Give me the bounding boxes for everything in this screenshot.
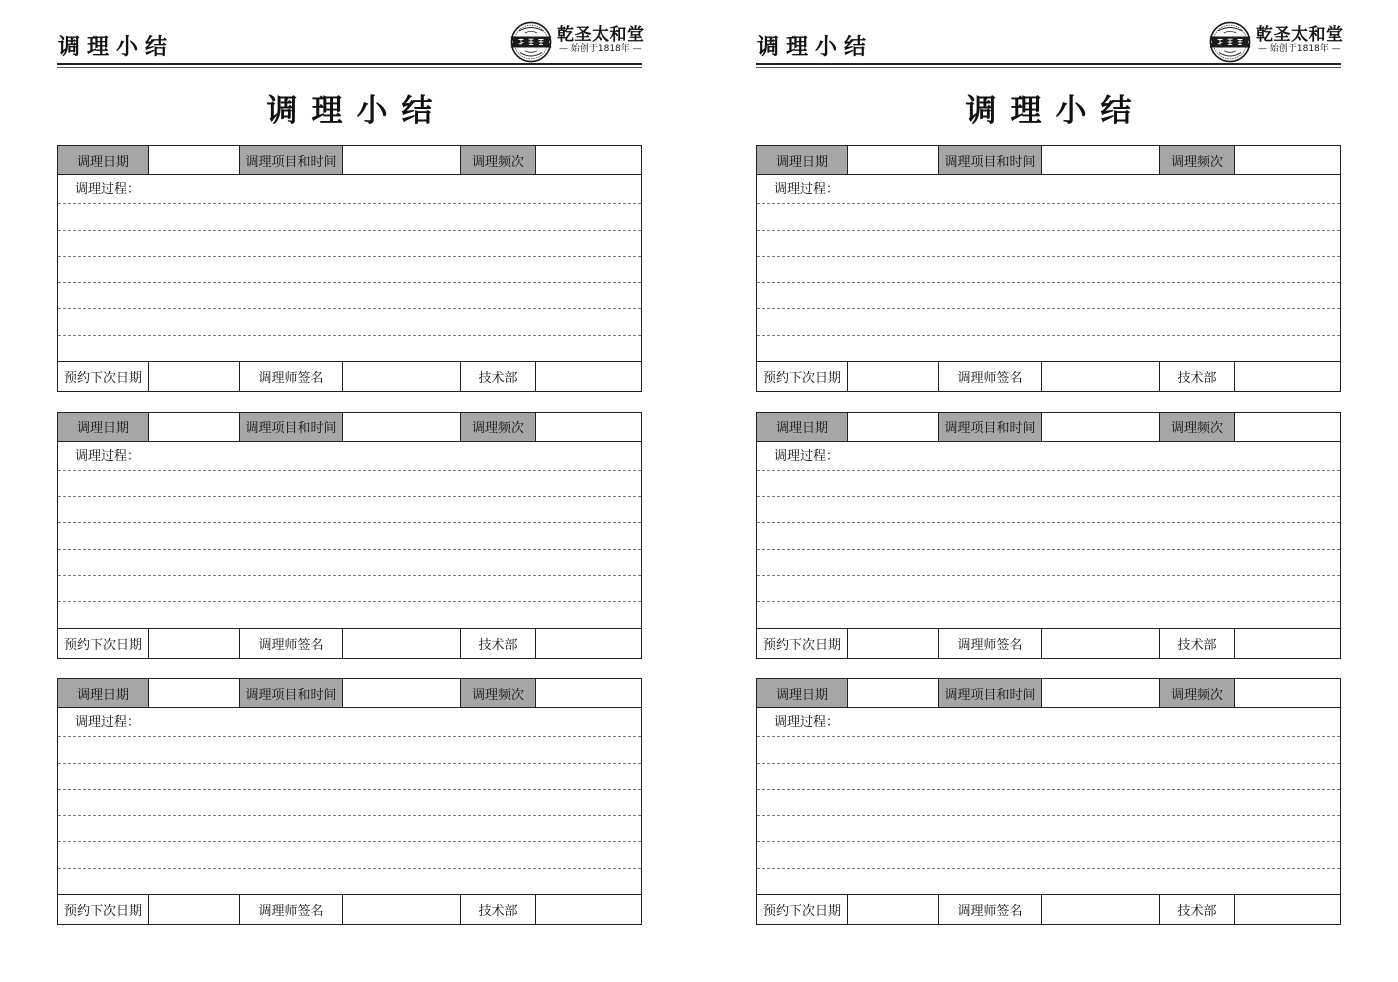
page-title: 调理小结: [965, 93, 1146, 129]
form-header-row: [58, 413, 641, 442]
process-line: [58, 737, 641, 763]
treatment-item-time-field[interactable]: [343, 146, 461, 174]
next-appointment-date-label: 预约下次日期: [757, 629, 848, 658]
treatment-frequency-label: 调理频次: [461, 413, 536, 441]
process-line: [757, 708, 1340, 737]
page-title: 调理小结: [266, 93, 447, 129]
process-line: [757, 550, 1340, 576]
process-line: [58, 869, 641, 894]
brand-seal-icon: [1209, 21, 1251, 63]
process-area[interactable]: [757, 442, 1340, 628]
summary-page-left: [57, 0, 645, 982]
treatment-frequency-label: 调理频次: [461, 679, 536, 707]
treatment-date-label: 调理日期: [757, 146, 848, 174]
form-footer-row: [757, 894, 1340, 924]
form-footer-row: [58, 361, 641, 391]
process-area[interactable]: [58, 442, 641, 628]
treatment-item-time-label: 调理项目和时间: [240, 413, 343, 441]
next-appointment-date-field[interactable]: [848, 362, 939, 391]
next-appointment-date-field[interactable]: [848, 629, 939, 658]
tech-department-label: 技术部: [1160, 895, 1235, 924]
treatment-item-time-label: 调理项目和时间: [240, 146, 343, 174]
process-line: [757, 869, 1340, 894]
process-line: [58, 283, 641, 309]
therapist-signature-field[interactable]: [1042, 629, 1160, 658]
process-line: [757, 790, 1340, 816]
process-label: 调理过程：: [75, 715, 141, 730]
process-line: [58, 497, 641, 523]
process-line: [757, 204, 1340, 230]
treatment-date-field[interactable]: [848, 413, 939, 441]
form-footer-row: [757, 361, 1340, 391]
treatment-frequency-field[interactable]: [536, 679, 641, 707]
process-line: [58, 576, 641, 602]
therapist-signature-label: 调理师签名: [939, 362, 1042, 391]
header-title: 调理小结: [757, 35, 874, 60]
tech-department-label: 技术部: [1160, 629, 1235, 658]
process-label: 调理过程：: [774, 715, 840, 730]
summary-form: [57, 678, 642, 925]
process-line: [757, 497, 1340, 523]
treatment-date-field[interactable]: [149, 679, 240, 707]
next-appointment-date-label: 预约下次日期: [58, 895, 149, 924]
summary-form: [57, 412, 642, 659]
process-line: [757, 309, 1340, 335]
treatment-item-time-field[interactable]: [1042, 413, 1160, 441]
process-line: [757, 576, 1340, 602]
process-line: [757, 842, 1340, 868]
process-line: [58, 175, 641, 204]
treatment-frequency-field[interactable]: [536, 413, 641, 441]
tech-department-label: 技术部: [1160, 362, 1235, 391]
process-line: [58, 523, 641, 549]
treatment-frequency-label: 调理频次: [1160, 413, 1235, 441]
process-line: [58, 708, 641, 737]
tech-department-field[interactable]: [536, 895, 641, 924]
process-label: 调理过程：: [774, 182, 840, 197]
next-appointment-date-field[interactable]: [848, 895, 939, 924]
treatment-item-time-label: 调理项目和时间: [240, 679, 343, 707]
process-line: [58, 204, 641, 230]
process-label: 调理过程：: [75, 448, 141, 464]
process-line: [58, 309, 641, 335]
summary-page-right: [756, 0, 1344, 982]
process-area[interactable]: [58, 708, 641, 894]
form-footer-row: [58, 628, 641, 658]
process-area[interactable]: [757, 175, 1340, 361]
process-line: [757, 764, 1340, 790]
brand-name: 乾圣太和堂: [557, 25, 645, 45]
treatment-date-field[interactable]: [848, 679, 939, 707]
therapist-signature-field[interactable]: [343, 362, 461, 391]
process-line: [757, 231, 1340, 257]
tech-department-field[interactable]: [536, 362, 641, 391]
therapist-signature-label: 调理师签名: [240, 629, 343, 658]
process-line: [58, 550, 641, 576]
header-title: 调理小结: [58, 35, 175, 60]
tech-department-field[interactable]: [1235, 362, 1340, 391]
therapist-signature-label: 调理师签名: [939, 895, 1042, 924]
summary-form: [57, 145, 642, 392]
process-line: [58, 442, 641, 471]
tech-department-field[interactable]: [536, 629, 641, 658]
form-header-row: [757, 413, 1340, 442]
process-line: [58, 764, 641, 790]
brand-seal-icon: [510, 21, 552, 63]
brand-logo: [1209, 20, 1344, 64]
treatment-date-field[interactable]: [149, 413, 240, 441]
process-line: [757, 471, 1340, 497]
treatment-frequency-field[interactable]: [536, 146, 641, 174]
summary-form: [756, 412, 1341, 659]
treatment-date-field[interactable]: [149, 146, 240, 174]
form-footer-row: [757, 628, 1340, 658]
next-appointment-date-label: 预约下次日期: [58, 629, 149, 658]
brand-tagline: — 始创于1818年 —: [1258, 44, 1341, 54]
process-line: [757, 442, 1340, 471]
summary-form: [756, 678, 1341, 925]
treatment-item-time-field[interactable]: [343, 413, 461, 441]
tech-department-label: 技术部: [461, 629, 536, 658]
treatment-item-time-label: 调理项目和时间: [939, 146, 1042, 174]
brand-name: 乾圣太和堂: [1256, 25, 1344, 45]
process-line: [58, 790, 641, 816]
process-area[interactable]: [757, 708, 1340, 894]
process-area[interactable]: [58, 175, 641, 361]
process-line: [58, 336, 641, 361]
treatment-frequency-label: 调理频次: [461, 146, 536, 174]
tech-department-label: 技术部: [461, 362, 536, 391]
tech-department-field[interactable]: [1235, 629, 1340, 658]
process-line: [58, 816, 641, 842]
treatment-frequency-field[interactable]: [1235, 413, 1340, 441]
process-line: [58, 231, 641, 257]
process-label: 调理过程：: [774, 448, 840, 464]
process-line: [757, 257, 1340, 283]
therapist-signature-label: 调理师签名: [240, 362, 343, 391]
treatment-frequency-field[interactable]: [1235, 679, 1340, 707]
next-appointment-date-field[interactable]: [149, 629, 240, 658]
summary-form: [756, 145, 1341, 392]
process-line: [757, 602, 1340, 627]
form-footer-row: [58, 894, 641, 924]
form-list: [756, 145, 1341, 925]
treatment-date-label: 调理日期: [58, 146, 149, 174]
therapist-signature-field[interactable]: [1042, 362, 1160, 391]
treatment-frequency-label: 调理频次: [1160, 146, 1235, 174]
form-list: [57, 145, 642, 925]
treatment-item-time-label: 调理项目和时间: [939, 679, 1042, 707]
form-header-row: [58, 146, 641, 175]
treatment-date-label: 调理日期: [757, 413, 848, 441]
therapist-signature-label: 调理师签名: [240, 895, 343, 924]
treatment-date-label: 调理日期: [757, 679, 848, 707]
treatment-frequency-label: 调理频次: [1160, 679, 1235, 707]
form-header-row: [58, 679, 641, 708]
treatment-date-field[interactable]: [848, 146, 939, 174]
treatment-item-time-label: 调理项目和时间: [939, 413, 1042, 441]
next-appointment-date-label: 预约下次日期: [58, 362, 149, 391]
treatment-item-time-field[interactable]: [343, 679, 461, 707]
process-line: [757, 336, 1340, 361]
process-line: [757, 523, 1340, 549]
next-appointment-date-field[interactable]: [149, 362, 240, 391]
treatment-date-label: 调理日期: [58, 679, 149, 707]
next-appointment-date-label: 预约下次日期: [757, 362, 848, 391]
therapist-signature-field[interactable]: [343, 629, 461, 658]
process-line: [58, 602, 641, 627]
header-divider: [756, 63, 1341, 68]
process-line: [58, 257, 641, 283]
treatment-item-time-field[interactable]: [1042, 679, 1160, 707]
next-appointment-date-field[interactable]: [149, 895, 240, 924]
treatment-date-label: 调理日期: [58, 413, 149, 441]
process-line: [58, 471, 641, 497]
process-label: 调理过程：: [75, 182, 141, 197]
next-appointment-date-label: 预约下次日期: [757, 895, 848, 924]
treatment-item-time-field[interactable]: [1042, 146, 1160, 174]
brand-logo: [510, 20, 645, 64]
process-line: [58, 842, 641, 868]
therapist-signature-field[interactable]: [343, 895, 461, 924]
form-header-row: [757, 146, 1340, 175]
tech-department-label: 技术部: [461, 895, 536, 924]
process-line: [757, 175, 1340, 204]
treatment-frequency-field[interactable]: [1235, 146, 1340, 174]
header-divider: [57, 63, 642, 68]
process-line: [757, 737, 1340, 763]
brand-tagline: — 始创于1818年 —: [559, 44, 642, 54]
tech-department-field[interactable]: [1235, 895, 1340, 924]
therapist-signature-label: 调理师签名: [939, 629, 1042, 658]
process-line: [757, 283, 1340, 309]
therapist-signature-field[interactable]: [1042, 895, 1160, 924]
process-line: [757, 816, 1340, 842]
form-header-row: [757, 679, 1340, 708]
